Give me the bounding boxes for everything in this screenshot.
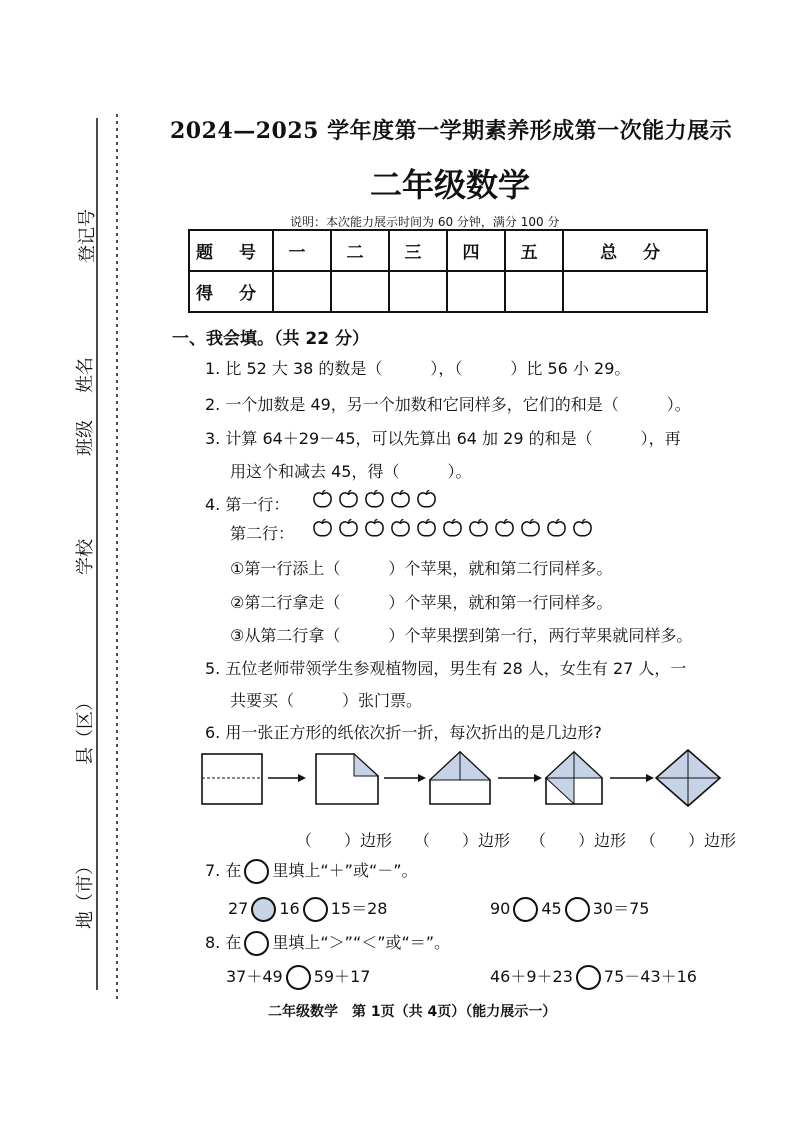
question-2: 2. 一个加数是 49，另一个加数和它同样多，它们的和是（ ）。 <box>205 395 691 414</box>
page-footer: 二年级数学 第 1页（共 4页）（能力展示一） <box>268 1004 557 1020</box>
shape-4-fold-b <box>574 752 602 778</box>
arrow-2-head <box>418 774 426 782</box>
question-5-line-1: 5. 五位老师带领学生参观植物园，男生有 28 人，女生有 27 人，一 <box>205 659 687 678</box>
apple-icon <box>416 518 437 538</box>
question-7 <box>205 858 418 884</box>
question-4-c: ③从第二行拿（ ）个苹果摆到第一行，两行苹果就同样多。 <box>230 626 693 645</box>
question-3-line-1: 3. 计算 64＋29－45，可以先算出 64 加 29 的和是（ ），再 <box>205 429 681 448</box>
question-1: 1. 比 52 大 38 的数是（ ），（ ）比 56 小 29。 <box>205 359 631 378</box>
fold-answer-1: （ ）边形 <box>296 831 393 850</box>
side-label-class: 班级 <box>75 420 96 456</box>
apple-icon <box>546 518 567 538</box>
q8-e1-left: 37＋49 <box>226 967 283 986</box>
fold-answer-3: （ ）边形 <box>530 831 627 850</box>
folded-corner <box>354 754 378 776</box>
q7-e2-circle-2[interactable] <box>565 897 590 922</box>
score-cell-4[interactable] <box>447 271 505 312</box>
apple-row-2 <box>312 518 598 542</box>
apple-icon <box>312 489 333 509</box>
section-title: 一、我会填。（共 22 分） <box>172 329 369 349</box>
side-label-county: 县（区） <box>75 693 96 765</box>
exam-title: 2024—2025 学年度第一学期素养形成第一次能力展示 <box>170 118 733 144</box>
q8-prefix: 8. 在 <box>205 933 242 952</box>
q8-e2-left: 46＋9＋23 <box>490 967 573 986</box>
folded-right <box>460 752 490 780</box>
score-cell-5[interactable] <box>505 271 563 312</box>
q7-e2-num2: 45 <box>541 899 562 918</box>
col-total: 总 分 <box>563 230 707 271</box>
score-table-score-row <box>189 271 707 312</box>
score-cell-1[interactable] <box>273 271 331 312</box>
apple-icon <box>312 518 333 538</box>
q7-e1-circle-2[interactable] <box>303 897 328 922</box>
apple-row-1 <box>312 489 442 513</box>
pentagon-shape <box>316 754 378 804</box>
apple-icon <box>442 518 463 538</box>
score-cell-3[interactable] <box>389 271 447 312</box>
square-shape <box>202 754 262 804</box>
apple-icon <box>572 518 593 538</box>
q7-e2-circle-1[interactable] <box>513 897 538 922</box>
q8-e2-right: 75－43＋16 <box>603 967 697 986</box>
fold-answer-4: （ ）边形 <box>640 831 737 850</box>
subject-title: 二年级数学 <box>369 166 530 204</box>
question-3-line-2: 用这个和减去 45，得（ ）。 <box>230 462 472 481</box>
q7-expression-2 <box>490 896 649 922</box>
score-table-header-row <box>189 230 707 271</box>
question-4-a: ①第一行添上（ ）个苹果，就和第二行同样多。 <box>230 559 613 578</box>
apple-icon <box>338 518 359 538</box>
question-4-row1-label: 4. 第一行： <box>205 495 290 514</box>
q7-suffix: 里填上“＋”或“－”。 <box>272 861 418 880</box>
question-6: 6. 用一张正方形的纸依次折一折，每次折出的是几边形? <box>205 723 602 742</box>
q8-e1-right: 59＋17 <box>313 967 371 986</box>
circle-icon <box>244 859 269 884</box>
q7-prefix: 7. 在 <box>205 861 242 880</box>
col-3: 三 <box>389 230 447 271</box>
q7-e1-circle-1[interactable] <box>251 897 276 922</box>
apple-icon <box>364 518 385 538</box>
apple-icon <box>468 518 489 538</box>
q7-expression-1 <box>228 896 387 922</box>
folded-left <box>430 752 460 780</box>
q7-e1-num1: 27 <box>228 899 249 918</box>
apple-icon <box>390 518 411 538</box>
fold-answer-2: （ ）边形 <box>414 831 511 850</box>
header-label-cell: 题 号 <box>189 230 273 271</box>
apple-icon <box>390 489 411 509</box>
q8-expression-2 <box>490 964 697 990</box>
arrow-3-head <box>534 774 542 782</box>
binding-margin <box>0 0 120 1124</box>
score-label-cell: 得 分 <box>189 271 273 312</box>
arrow-1-head <box>298 774 306 782</box>
q7-e2-rest: 30＝75 <box>592 899 650 918</box>
question-8 <box>205 930 450 956</box>
shape-4-fold-a <box>546 752 574 778</box>
q8-e2-circle[interactable] <box>576 965 601 990</box>
side-label-registration: 登记号 <box>77 209 98 263</box>
score-table <box>188 229 708 313</box>
exam-note: 说明：本次能力展示时间为 60 分钟，满分 100 分 <box>290 215 560 229</box>
side-label-city: 地（市） <box>75 857 96 929</box>
col-1: 一 <box>273 230 331 271</box>
col-2: 二 <box>331 230 389 271</box>
folding-diagram <box>198 748 758 808</box>
q8-e1-circle[interactable] <box>286 965 311 990</box>
score-cell-total[interactable] <box>563 271 707 312</box>
q7-e1-num2: 16 <box>279 899 300 918</box>
question-4-b: ②第二行拿走（ ）个苹果，就和第一行同样多。 <box>230 593 613 612</box>
apple-icon <box>364 489 385 509</box>
q8-suffix: 里填上“＞”“＜”或“＝”。 <box>272 933 451 952</box>
apple-icon <box>494 518 515 538</box>
shape-4-fold-c <box>546 778 574 804</box>
side-label-school: 学校 <box>75 539 96 575</box>
q7-e1-rest: 15＝28 <box>330 899 388 918</box>
col-4: 四 <box>447 230 505 271</box>
question-5-line-2: 共要买（ ）张门票。 <box>230 691 423 710</box>
apple-icon <box>416 489 437 509</box>
apple-icon <box>338 489 359 509</box>
circle-icon <box>244 931 269 956</box>
binding-lines <box>0 0 120 1124</box>
side-label-name: 姓名 <box>75 357 96 393</box>
question-4-row2-label: 第二行： <box>230 524 295 543</box>
q7-e2-num1: 90 <box>490 899 511 918</box>
apple-icon <box>520 518 541 538</box>
score-cell-2[interactable] <box>331 271 389 312</box>
arrow-4-head <box>646 774 654 782</box>
col-5: 五 <box>505 230 563 271</box>
q8-expression-1 <box>226 964 370 990</box>
